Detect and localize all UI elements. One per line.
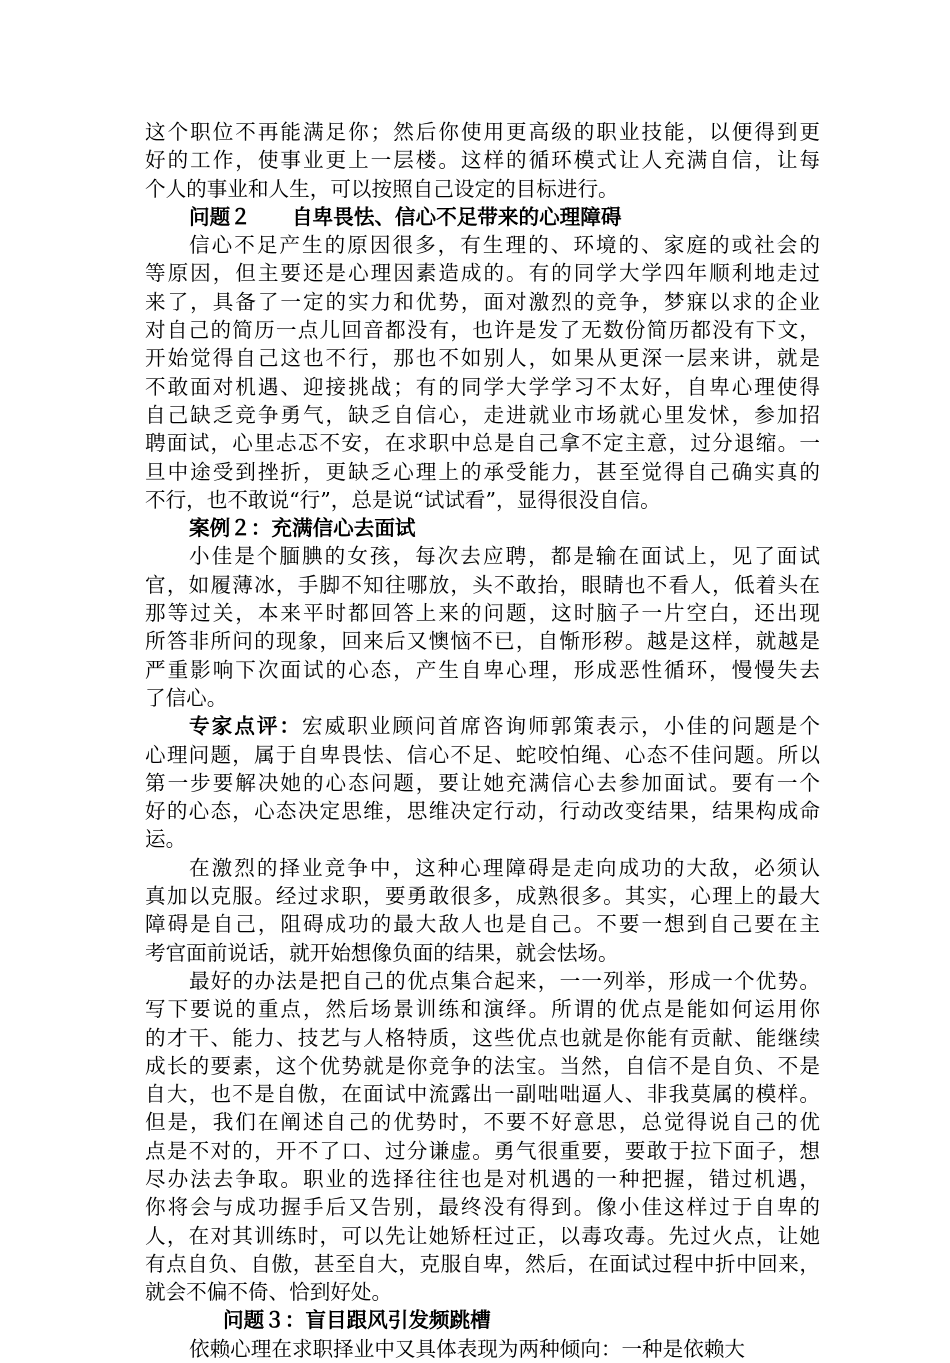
paragraph-line: 你将会与成功握手后又告别，最终没有得到。像小佳这样过于自卑的 bbox=[145, 1195, 820, 1220]
paragraph-line: 自大，也不是自傲，在面试中流露出一副咄咄逼人、非我莫属的模样。 bbox=[145, 1082, 820, 1107]
paragraph-line: 障碍是自己，阻碍成功的最大敌人也是自己。不要一想到自己要在主 bbox=[145, 912, 820, 937]
paragraph-line: 等原因，但主要还是心理因素造成的。有的同学大学四年顺利地走过 bbox=[145, 261, 820, 286]
paragraph-line: 依赖心理在求职择业中又具体表现为两种倾向：一种是依赖大 bbox=[189, 1336, 746, 1361]
paragraph-line: 开始觉得自己这也不行，那也不如别人，如果从更深一层来讲，就是 bbox=[145, 346, 820, 371]
paragraph-line: 来了，具备了一定的实力和优势，面对激烈的竞争，梦寐以求的企业 bbox=[145, 289, 820, 314]
section-heading-problem-2: 问题２ 自卑畏怯、信心不足带来的心理障碍 bbox=[189, 204, 622, 229]
paragraph-line: 在激烈的择业竞争中，这种心理障碍是走向成功的大敌，必须认 bbox=[189, 855, 820, 880]
paragraph-line: 的才干、能力、技艺与人格特质，这些优点也就是你能有贡献、能继续 bbox=[145, 1025, 820, 1050]
paragraph-line: 信心不足产生的原因很多，有生理的、环境的、家庭的或社会的 bbox=[189, 233, 820, 258]
paragraph-line: 有点自负、自傲，甚至自大，克服自卑，然后，在面试过程中折中回来， bbox=[145, 1251, 820, 1276]
paragraph-line: 心理问题，属于自卑畏怯、信心不足、蛇咬怕绳、心态不佳问题。所以 bbox=[145, 742, 820, 767]
paragraph-line: 但是，我们在阐述自己的优势时，不要不好意思，总觉得说自己的优 bbox=[145, 1110, 820, 1135]
paragraph-line: 运。 bbox=[145, 827, 187, 852]
paragraph-line: 点是不对的，开不了口、过分谦虚。勇气很重要，要敢于拉下面子，想 bbox=[145, 1138, 820, 1163]
paragraph-line: 了信心。 bbox=[145, 685, 228, 710]
paragraph-line: 这个职位不再能满足你；然后你使用更高级的职业技能，以便得到更 bbox=[145, 120, 820, 144]
case-heading-2: 案例２：充满信心去面试 bbox=[189, 516, 416, 541]
paragraph-line: 不行，也不敢说“行”，总是说“试试看”，显得很没自信。 bbox=[145, 487, 661, 512]
paragraph-line: 聘面试，心里忐忑不安，在求职中总是自己拿不定主意，过分退缩。一 bbox=[145, 431, 820, 456]
paragraph-line: 不敢面对机遇、迎接挑战；有的同学大学学习不太好，自卑心理使得 bbox=[145, 374, 820, 399]
paragraph-line: 就会不偏不倚、恰到好处。 bbox=[145, 1280, 393, 1305]
paragraph-line: 真加以克服。经过求职，要勇敢很多，成熟很多。其实，心理上的最大 bbox=[145, 884, 820, 909]
paragraph-line: 对自己的简历一点儿回音都没有，也许是发了无数份简历都没有下文， bbox=[145, 318, 820, 343]
paragraph-line: 所答非所问的现象，回来后又懊恼不已，自惭形秽。越是这样，就越是 bbox=[145, 629, 820, 654]
paragraph-line: 好的心态，心态决定思维，思维决定行动，行动改变结果，结果构成命 bbox=[145, 799, 820, 824]
paragraph-line: 成长的要素，这个优势就是你竞争的法宝。当然，自信不是自负、不是 bbox=[145, 1053, 820, 1078]
document-page bbox=[145, 118, 820, 1363]
expert-comment-label: 专家点评： bbox=[189, 714, 303, 739]
paragraph-line: 人，在对其训练时，可以先让她矫枉过正，以毒攻毒。先过火点，让她 bbox=[145, 1223, 820, 1248]
expert-comment-text: 宏威职业顾问首席咨询师郭策表示，小佳的问题是个 bbox=[302, 714, 821, 739]
paragraph-line: 小佳是个腼腆的女孩，每次去应聘，都是输在面试上，见了面试 bbox=[189, 544, 820, 569]
paragraph-line: 尽办法去争取。职业的选择往往也是对机遇的一种把握，错过机遇， bbox=[145, 1166, 820, 1191]
paragraph-line: 写下要说的重点，然后场景训练和演绎。所谓的优点是能如何运用你 bbox=[145, 997, 820, 1022]
paragraph-line: 自己缺乏竞争勇气，缺乏自信心，走进就业市场就心里发怵，参加招 bbox=[145, 402, 820, 427]
paragraph-line: 好的工作，使事业更上一层楼。这样的循环模式让人充满自信，让每 bbox=[145, 148, 820, 173]
paragraph-line: 严重影响下次面试的心态，产生自卑心理，形成恶性循环，慢慢失去 bbox=[145, 657, 820, 682]
paragraph-line: 第一步要解决她的心态问题，要让她充满信心去参加面试。要有一个 bbox=[145, 770, 820, 795]
paragraph-line: 官，如履薄冰，手脚不知往哪放，头不敢抬，眼睛也不看人，低着头在 bbox=[145, 572, 820, 597]
paragraph-line: 旦中途受到挫折，更缺乏心理上的承受能力，甚至觉得自己确实真的 bbox=[145, 459, 820, 484]
section-heading-problem-3: 问题３：盲目跟风引发频跳槽 bbox=[223, 1308, 491, 1333]
expert-comment-line bbox=[145, 712, 820, 740]
paragraph-line: 那等过关，本来平时都回答上来的问题，这时脑子一片空白，还出现 bbox=[145, 601, 820, 626]
paragraph-line: 考官面前说话，就开始想像负面的结果，就会怯场。 bbox=[145, 940, 619, 965]
paragraph-line: 最好的办法是把自己的优点集合起来，一一列举，形成一个优势。 bbox=[189, 968, 820, 993]
paragraph-line: 个人的事业和人生，可以按照自己设定的目标进行。 bbox=[145, 176, 619, 201]
